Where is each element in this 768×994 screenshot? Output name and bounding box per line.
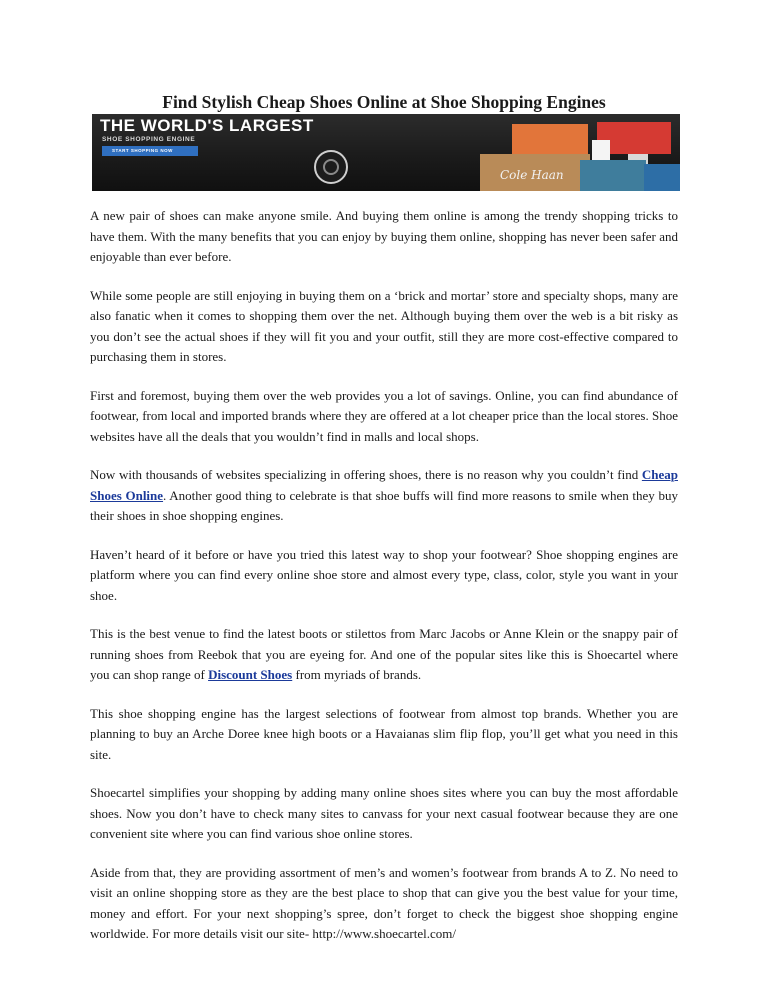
paragraph: This shoe shopping engine has the largest selections of footwear from almost top brands. Whether you are planning to buy an Arche Doree knee high boots or a Havaianas slim flip flop, you’ll get what you need in this site. [90, 705, 678, 762]
paragraph-text: from myriads of brands. [292, 667, 422, 682]
article-body [90, 206, 678, 963]
brand-seal-logo [314, 150, 348, 184]
shoebox-blue [644, 164, 680, 191]
paragraph: A new pair of shoes can make anyone smile. And buying them online is among the trendy shopping tricks to have them. With the many benefits that you can enjoy by buying them online, shopping has never been safer and enjoyable than ever before. [90, 208, 678, 264]
shoebox-teal [580, 160, 646, 191]
banner-headline: THE WORLD'S LARGEST [100, 116, 314, 135]
paragraph: Haven’t heard of it before or have you tried this latest way to shop your footwear? Shoe shopping engines are platform where you can find every online shoe store and almost every type, class, color, style you want in your shoe. [90, 546, 678, 603]
paragraph-with-link [90, 624, 678, 686]
paragraph-text: . Another good thing to celebrate is that shoe buffs will find more reasons to smile when they buy their shoes in shoe shopping engines. [90, 487, 678, 523]
shoebox-orange [512, 124, 588, 154]
paragraph-with-link [90, 465, 678, 527]
start-shopping-button[interactable]: START SHOPPING NOW [102, 146, 198, 156]
brand-script-logo: Cole Haan [500, 168, 564, 182]
shoe-engine-banner-image[interactable] [92, 114, 680, 191]
cheap-shoes-online-link[interactable]: Cheap Shoes Online [90, 467, 678, 503]
paragraph: First and foremost, buying them over the web provides you a lot of savings. Online, you can find abundance of footwear, from local and imported brands where they are offered at a lot cheaper price than the local stores. Shoe websites have all the deals that you wouldn’t find in malls and local shops. [90, 387, 678, 444]
paragraph-text: Now with thousands of websites specializing in offering shoes, there is no reason why you couldn’t find [90, 467, 642, 482]
paragraph: While some people are still enjoying in buying them on a ‘brick and mortar’ store and specialty shops, many are also fanatic when it comes to shopping them over the net. Although buying them over the web is a bit risky as you don’t see the actual shoes if they will fit you and your outfit, still they are more cost-effective compared to purchasing them in stores. [90, 287, 678, 364]
discount-shoes-link[interactable]: Discount Shoes [208, 667, 293, 682]
paragraph-text: This is the best venue to find the latest boots or stilettos from Marc Jacobs or Anne Klein or the snappy pair of running shoes from Reebok that you are eyeing for. And one of the popular sites like this is Shoecartel where you can shop range of [90, 626, 678, 682]
paragraph: Aside from that, they are providing assortment of men’s and women’s footwear from brands A to Z. No need to visit an online shopping store as they are the best place to shop that can give you the best value for your time, money and effort. For your next shopping’s spree, don’t forget to check the biggest shoe shopping engine worldwide. For more details visit our site- http://www.shoecartel.com/ [90, 864, 678, 941]
banner-subtitle: SHOE SHOPPING ENGINE [102, 136, 196, 143]
shoebox-tan [480, 154, 590, 191]
paragraph: Shoecartel simplifies your shopping by adding many online shoes sites where you can buy the most affordable shoes. Now you don’t have to check many sites to canvass for your next casual footwear because they are one convenient site where you can find various shoe online stores. [90, 785, 678, 841]
document-title: Find Stylish Cheap Shoes Online at Shoe Shopping Engines [162, 92, 606, 112]
